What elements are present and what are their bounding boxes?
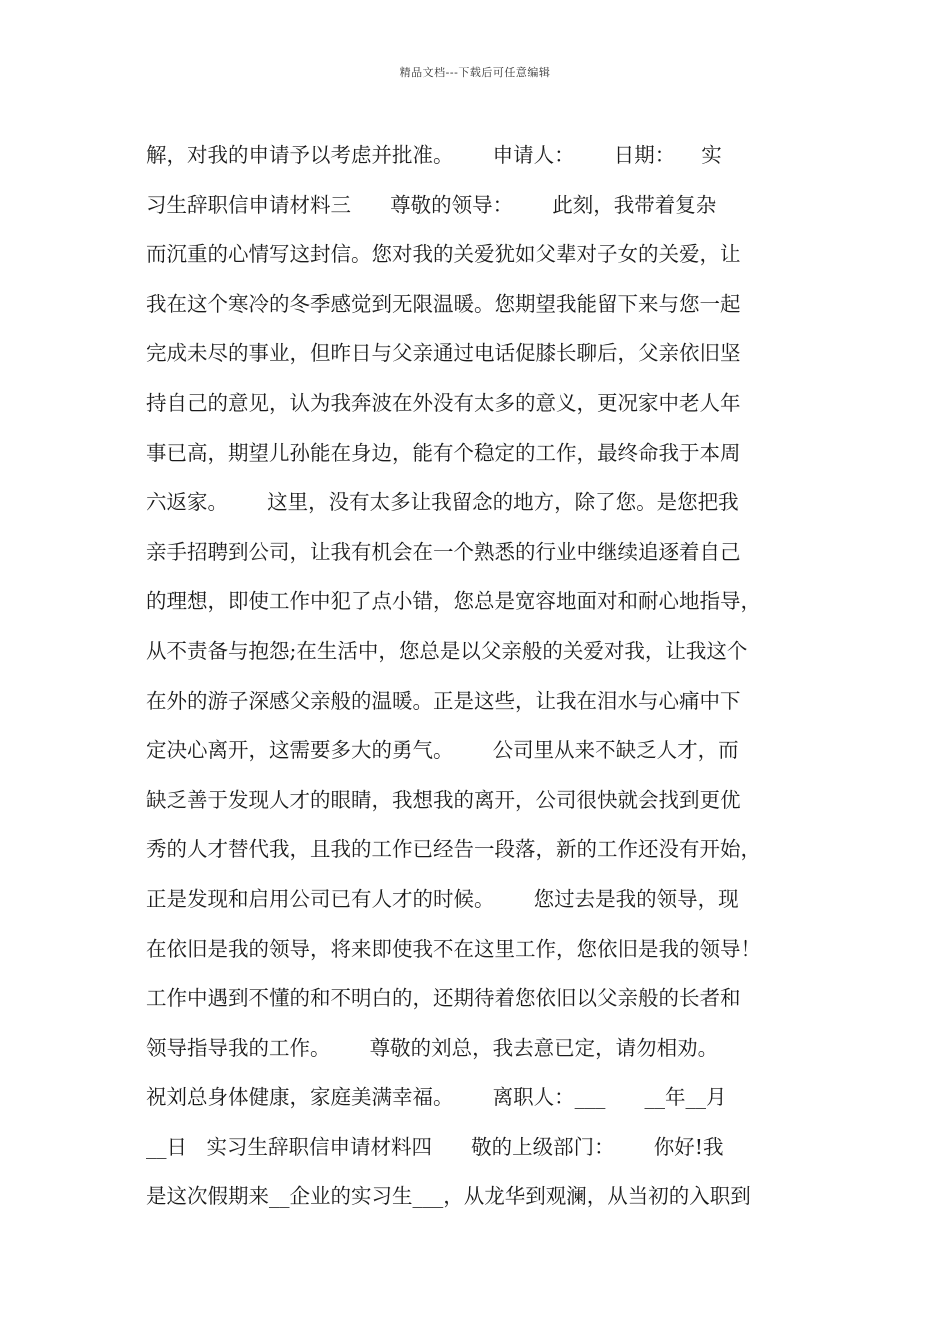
text-line: 亲手招聘到公司，让我有机会在一个熟悉的行业中继续追逐着自己 [146, 539, 741, 564]
text-line: 在依旧是我的领导，将来即使我不在这里工作，您依旧是我的领导！ [146, 936, 761, 961]
text-line: 从不责备与抱怨;在生活中，您总是以父亲般的关爱对我，让我这个 [146, 638, 748, 663]
text-line: 领导指导我的工作。 尊敬的刘总，我去意已定，请勿相劝。 [146, 1035, 719, 1060]
text-line: 秀的人才替代我，且我的工作已经告一段落，新的工作还没有开始， [146, 837, 761, 862]
text-line: 祝刘总身体健康，家庭美满幸福。 离职人：___ __年__月 [146, 1085, 727, 1110]
page-header: 精品文档---下载后可任意编辑 [399, 66, 551, 79]
document-body [146, 131, 826, 1222]
text-line: 的理想，即使工作中犯了点小错，您总是宽容地面对和耐心地指导， [146, 589, 761, 614]
text-line: 而沉重的心情写这封信。您对我的关爱犹如父辈对子女的关爱，让 [146, 242, 741, 267]
text-line: 是这次假期来__企业的实习生___，从龙华到观澜，从当初的入职到 [146, 1184, 751, 1209]
text-line: 正是发现和启用公司已有人才的时候。 您过去是我的领导，现 [146, 886, 739, 911]
text-line: 工作中遇到不懂的和不明白的，还期待着您依旧以父亲般的长者和 [146, 986, 741, 1011]
text-line: 我在这个寒冷的冬季感觉到无限温暖。您期望我能留下来与您一起 [146, 291, 741, 316]
text-line: 六返家。 这里，没有太多让我留念的地方，除了您。是您把我 [146, 490, 739, 515]
text-line: 完成未尽的事业，但昨日与父亲通过电话促膝长聊后，父亲依旧坚 [146, 341, 741, 366]
text-line: 解，对我的申请予以考虑并批准。 申请人： 日期： 实 [146, 143, 722, 167]
text-line: 缺乏善于发现人才的眼睛，我想我的离开，公司很快就会找到更优 [146, 787, 741, 812]
text-line: 在外的游子深感父亲般的温暖。正是这些，让我在泪水与心痛中下 [146, 688, 741, 713]
text-line: 定决心离开，这需要多大的勇气。 公司里从来不缺乏人才，而 [146, 738, 739, 763]
text-line: 事已高，期望儿孙能在身边，能有个稳定的工作，最终命我于本周 [146, 440, 741, 465]
text-line: 习生辞职信申请材料三 尊敬的领导： 此刻，我带着复杂 [146, 192, 717, 217]
text-line: __日 实习生辞职信申请材料四 敬的上级部门： 你好!我 [146, 1134, 724, 1159]
text-line: 持自己的意见，认为我奔波在外没有太多的意义，更况家中老人年 [146, 390, 741, 415]
